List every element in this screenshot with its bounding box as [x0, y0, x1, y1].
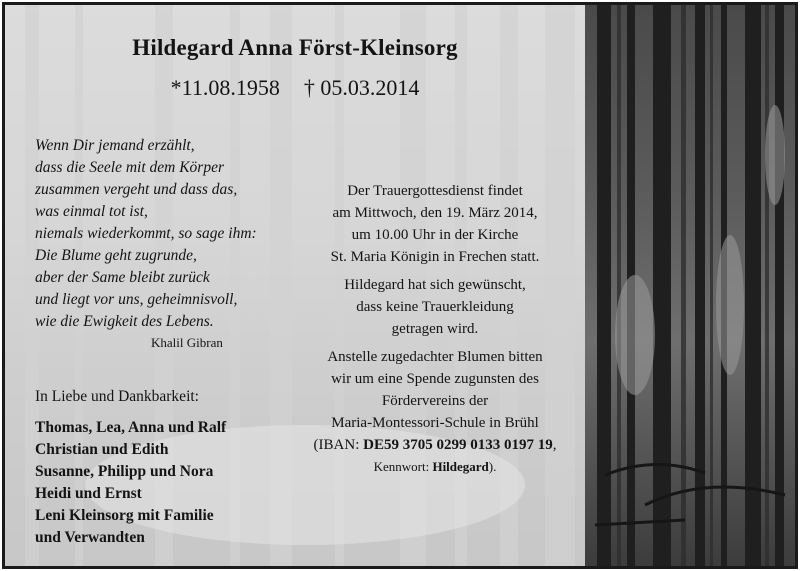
family-line: und Verwandten [35, 529, 145, 546]
wish-line: getragen wird. [391, 321, 479, 337]
poem-line: und liegt vor uns, geheimnisvoll, [35, 291, 238, 308]
wish-line: dass keine Trauerkleidung [356, 299, 514, 315]
poem-line: zusammen vergeht und dass das, [35, 181, 238, 198]
donation-line: wir um eine Spende zugunsten des [331, 371, 539, 387]
poem-line: aber der Same bleibt zurück [35, 269, 210, 286]
iban-line: (IBAN: DE59 3705 0299 0133 0197 19, [313, 437, 557, 453]
service-line: St. Maria Königin in Frechen statt. [330, 249, 540, 265]
donation-line: Maria-Montessori-Schule in Brühl [331, 415, 539, 431]
poem-line: dass die Seele mit dem Körper [35, 159, 224, 176]
death-date: † 05.03.2014 [303, 75, 420, 100]
family-list [35, 417, 226, 549]
poem-line: Wenn Dir jemand erzählt, [35, 137, 195, 154]
family-line: Susanne, Philipp und Nora [35, 463, 214, 480]
service-line: um 10.00 Uhr in der Kirche [351, 227, 519, 243]
wish-line: Hildegard hat sich gewünscht, [344, 277, 526, 293]
iban-number: DE59 3705 0299 0133 0197 19 [363, 437, 553, 453]
family-line: Thomas, Lea, Anna und Ralf [35, 419, 227, 436]
thanks-title: In Liebe und Dankbarkeit: [35, 388, 199, 405]
birth-date: *11.08.1958 [170, 75, 280, 100]
family-line: Leni Kleinsorg mit Familie [35, 507, 214, 524]
family-line: Heidi und Ernst [35, 485, 142, 502]
obituary-card [2, 2, 798, 569]
life-dates [5, 75, 585, 101]
service-info [300, 180, 570, 478]
poem [35, 135, 257, 333]
poem-author: Khalil Gibran [151, 335, 223, 350]
service-line: am Mittwoch, den 19. März 2014, [332, 205, 538, 221]
deceased-name: Hildegard Anna Först-Kleinsorg [132, 35, 458, 60]
donation-line: Anstelle zugedachter Blumen bitten [327, 349, 543, 365]
poem-line: niemals wiederkommt, so sage ihm: [35, 225, 257, 242]
service-line: Der Trauergottesdienst findet [347, 183, 523, 199]
keyword-value: Hildegard [432, 459, 489, 474]
family-line: Christian und Edith [35, 441, 169, 458]
donation-line: Fördervereins der [381, 393, 489, 409]
poem-line: wie die Ewigkeit des Lebens. [35, 313, 214, 330]
poem-line: was einmal tot ist, [35, 203, 148, 220]
keyword-line: Kennwort: Hildegard). [373, 459, 497, 474]
poem-line: Die Blume geht zugrunde, [35, 247, 197, 264]
